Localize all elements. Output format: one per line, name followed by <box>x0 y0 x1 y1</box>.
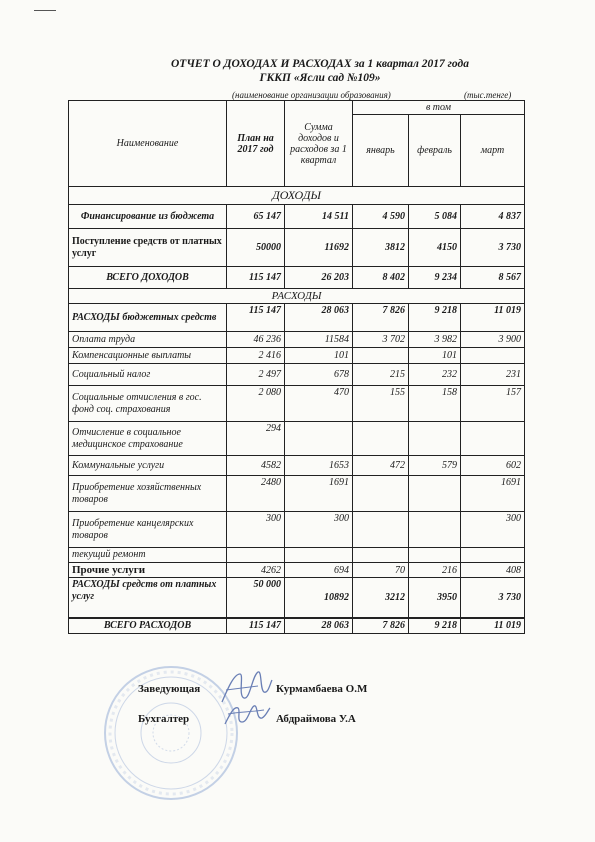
organization-title: ГККП «Ясли сад №109» <box>259 72 381 84</box>
cell-plan: 294 <box>227 422 285 456</box>
income-expense-table <box>68 100 525 634</box>
cell-sum: 300 <box>285 512 353 548</box>
cell-plan: 115 147 <box>227 267 285 289</box>
cell-jan <box>353 512 409 548</box>
cell-mar: 11 019 <box>461 618 525 634</box>
table-row-total <box>69 267 525 289</box>
cell-jan <box>353 422 409 456</box>
accountant-signature <box>222 700 272 730</box>
cell-sum: 694 <box>285 563 353 578</box>
cell-plan: 50000 <box>227 229 285 267</box>
cell-plan: 2 080 <box>227 386 285 422</box>
cell-feb: 216 <box>409 563 461 578</box>
cell-plan: 300 <box>227 512 285 548</box>
table-row <box>69 348 525 364</box>
row-name: Коммунальные услуги <box>69 456 227 476</box>
cell-sum: 14 511 <box>285 205 353 229</box>
col-header-name: Наименование <box>69 101 227 187</box>
cell-jan: 215 <box>353 364 409 386</box>
cell-feb: 158 <box>409 386 461 422</box>
cell-mar: 3 900 <box>461 332 525 348</box>
cell-mar: 408 <box>461 563 525 578</box>
cell-feb: 3950 <box>409 578 461 618</box>
cell-plan: 65 147 <box>227 205 285 229</box>
cell-mar: 3 730 <box>461 229 525 267</box>
cell-sum: 1691 <box>285 476 353 512</box>
cell-sum <box>285 548 353 563</box>
cell-feb: 3 982 <box>409 332 461 348</box>
cell-feb <box>409 422 461 456</box>
table-row <box>69 386 525 422</box>
col-header-mar: март <box>461 115 525 187</box>
cell-feb: 579 <box>409 456 461 476</box>
row-name: РАСХОДЫ бюджетных средств <box>69 304 227 332</box>
cell-sum: 28 063 <box>285 618 353 634</box>
cell-plan: 4582 <box>227 456 285 476</box>
cell-plan: 115 147 <box>227 618 285 634</box>
accountant-role: Бухгалтер <box>138 713 190 725</box>
cell-mar: 11 019 <box>461 304 525 332</box>
cell-jan: 70 <box>353 563 409 578</box>
row-name: РАСХОДЫ средств от платных услуг <box>69 578 227 618</box>
cell-jan: 4 590 <box>353 205 409 229</box>
col-header-sum: Сумма доходов и расходов за 1 квартал <box>285 101 353 187</box>
cell-sum: 10892 <box>285 578 353 618</box>
table-row <box>69 205 525 229</box>
cell-feb: 9 234 <box>409 267 461 289</box>
row-name: Поступление средств от платных услуг <box>69 229 227 267</box>
cell-plan: 115 147 <box>227 304 285 332</box>
cell-jan: 8 402 <box>353 267 409 289</box>
cell-mar <box>461 422 525 456</box>
table-row <box>69 563 525 578</box>
cell-jan: 155 <box>353 386 409 422</box>
cell-jan: 3812 <box>353 229 409 267</box>
cell-mar <box>461 548 525 563</box>
col-header-jan: январь <box>353 115 409 187</box>
cell-mar: 4 837 <box>461 205 525 229</box>
col-header-plan: План на 2017 год <box>227 101 285 187</box>
table-row <box>69 548 525 563</box>
cell-sum: 470 <box>285 386 353 422</box>
table-row <box>69 578 525 618</box>
unit-caption: (тыс.тенге) <box>464 90 512 100</box>
row-name: Прочие услуги <box>69 563 227 578</box>
row-name: текущий ремонт <box>69 548 227 563</box>
cell-mar: 157 <box>461 386 525 422</box>
cell-plan <box>227 548 285 563</box>
cell-mar <box>461 348 525 364</box>
cell-feb: 101 <box>409 348 461 364</box>
cell-jan <box>353 476 409 512</box>
table-row <box>69 422 525 456</box>
cell-plan: 50 000 <box>227 578 285 618</box>
row-name: Финансирование из бюджета <box>69 205 227 229</box>
cell-sum: 11692 <box>285 229 353 267</box>
corner-mark <box>34 10 56 11</box>
head-name: Курмамбаева О.М <box>276 683 368 695</box>
head-role: Заведующая <box>138 683 201 695</box>
report-title: ОТЧЕТ О ДОХОДАХ И РАСХОДАХ за 1 квартал 2017 года <box>171 58 469 70</box>
cell-plan: 4262 <box>227 563 285 578</box>
cell-sum: 11584 <box>285 332 353 348</box>
cell-feb: 5 084 <box>409 205 461 229</box>
table-row <box>69 332 525 348</box>
cell-feb: 9 218 <box>409 618 461 634</box>
table-row <box>69 512 525 548</box>
cell-feb: 9 218 <box>409 304 461 332</box>
col-header-feb: февраль <box>409 115 461 187</box>
cell-feb: 4150 <box>409 229 461 267</box>
organization-caption: (наименование организации образования) <box>232 90 391 100</box>
cell-plan: 2 497 <box>227 364 285 386</box>
row-name: Приобретение хозяйственных товаров <box>69 476 227 512</box>
table-row <box>69 364 525 386</box>
cell-jan: 3212 <box>353 578 409 618</box>
cell-feb <box>409 548 461 563</box>
row-name: Приобретение канцелярских товаров <box>69 512 227 548</box>
cell-mar: 602 <box>461 456 525 476</box>
row-name: Социальные отчисления в гос. фонд соц. страхования <box>69 386 227 422</box>
row-name: Компенсационные выплаты <box>69 348 227 364</box>
cell-mar: 1691 <box>461 476 525 512</box>
cell-jan <box>353 548 409 563</box>
cell-mar: 8 567 <box>461 267 525 289</box>
table-row <box>69 304 525 332</box>
cell-feb <box>409 476 461 512</box>
cell-jan: 7 826 <box>353 618 409 634</box>
table-row <box>69 229 525 267</box>
row-name: Социальный налог <box>69 364 227 386</box>
cell-mar: 300 <box>461 512 525 548</box>
cell-sum: 26 203 <box>285 267 353 289</box>
cell-jan: 3 702 <box>353 332 409 348</box>
row-name: Оплата труда <box>69 332 227 348</box>
cell-sum <box>285 422 353 456</box>
cell-sum: 101 <box>285 348 353 364</box>
cell-jan <box>353 348 409 364</box>
col-header-in-that: в том <box>353 101 525 115</box>
cell-feb <box>409 512 461 548</box>
cell-jan: 7 826 <box>353 304 409 332</box>
cell-plan: 46 236 <box>227 332 285 348</box>
cell-mar: 231 <box>461 364 525 386</box>
cell-sum: 678 <box>285 364 353 386</box>
table-row <box>69 476 525 512</box>
table-row-total <box>69 618 525 634</box>
row-name: ВСЕГО РАСХОДОВ <box>69 618 227 634</box>
accountant-name: Абдраймова У.А <box>276 713 356 725</box>
cell-sum: 28 063 <box>285 304 353 332</box>
cell-plan: 2 416 <box>227 348 285 364</box>
row-name: ВСЕГО ДОХОДОВ <box>69 267 227 289</box>
cell-plan: 2480 <box>227 476 285 512</box>
section-expense: РАСХОДЫ <box>69 289 525 304</box>
cell-mar: 3 730 <box>461 578 525 618</box>
cell-jan: 472 <box>353 456 409 476</box>
cell-feb: 232 <box>409 364 461 386</box>
section-income: ДОХОДЫ <box>69 187 525 205</box>
cell-sum: 1653 <box>285 456 353 476</box>
table-row <box>69 456 525 476</box>
row-name: Отчисление в социальное медицинское страхование <box>69 422 227 456</box>
